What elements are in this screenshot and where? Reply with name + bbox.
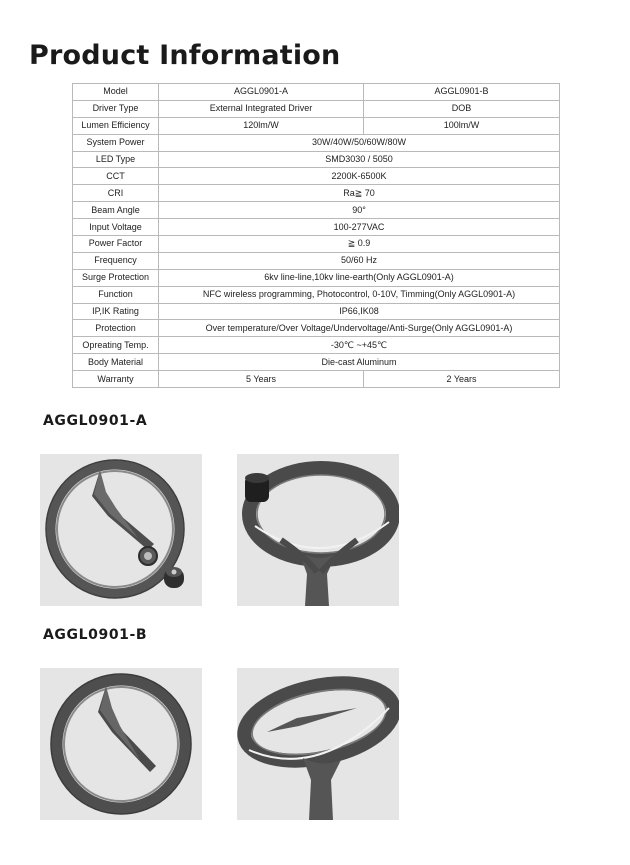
spec-label: Opreating Temp. <box>73 337 159 354</box>
spec-row <box>73 236 560 253</box>
spec-value-a: 5 Years <box>159 371 364 388</box>
spec-row <box>73 219 560 236</box>
spec-value: Ra≧ 70 <box>159 185 560 202</box>
spec-row <box>73 286 560 303</box>
spec-label: CCT <box>73 168 159 185</box>
spec-label: LED Type <box>73 151 159 168</box>
spec-value-b: AGGL0901-B <box>364 84 560 101</box>
spec-row <box>73 252 560 269</box>
spec-value-b: 2 Years <box>364 371 560 388</box>
spec-label: Frequency <box>73 252 159 269</box>
page-title: Product Information <box>29 40 341 71</box>
spec-value: -30℃ ~+45℃ <box>159 337 560 354</box>
spec-row <box>73 337 560 354</box>
spec-row <box>73 117 560 134</box>
spec-value: 50/60 Hz <box>159 252 560 269</box>
spec-value: 6kv line-line,10kv line-earth(Only AGGL0901-A) <box>159 269 560 286</box>
spec-label: Lumen Efficiency <box>73 117 159 134</box>
spec-label: Surge Protection <box>73 269 159 286</box>
spec-value: ≧ 0.9 <box>159 236 560 253</box>
spec-label: CRI <box>73 185 159 202</box>
section-title-b: AGGL0901-B <box>43 627 148 643</box>
spec-row <box>73 303 560 320</box>
spec-value-a: External Integrated Driver <box>159 100 364 117</box>
spec-value: NFC wireless programming, Photocontrol, 0-10V, Timming(Only AGGL0901-A) <box>159 286 560 303</box>
spec-value-b: DOB <box>364 100 560 117</box>
spec-label: Warranty <box>73 371 159 388</box>
spec-row <box>73 371 560 388</box>
spec-label: Power Factor <box>73 236 159 253</box>
spec-value: 30W/40W/50/60W/80W <box>159 134 560 151</box>
spec-label: Model <box>73 84 159 101</box>
spec-value: Over temperature/Over Voltage/Undervoltage/Anti-Surge(Only AGGL0901-A) <box>159 320 560 337</box>
spec-value: SMD3030 / 5050 <box>159 151 560 168</box>
section-title-a: AGGL0901-A <box>43 413 148 429</box>
spec-value: 2200K-6500K <box>159 168 560 185</box>
spec-value-a: 120lm/W <box>159 117 364 134</box>
spec-label: Protection <box>73 320 159 337</box>
spec-table-body <box>73 84 560 388</box>
spec-row <box>73 185 560 202</box>
spec-value-b: 100lm/W <box>364 117 560 134</box>
spec-value: Die-cast Aluminum <box>159 354 560 371</box>
spec-row <box>73 84 560 101</box>
spec-label: Input Voltage <box>73 219 159 236</box>
photo-a-perspective <box>237 454 399 606</box>
spec-row <box>73 354 560 371</box>
spec-row <box>73 100 560 117</box>
spec-label: System Power <box>73 134 159 151</box>
spec-row <box>73 320 560 337</box>
spec-table <box>72 83 560 388</box>
spec-value: 100-277VAC <box>159 219 560 236</box>
photo-b-perspective <box>237 668 399 820</box>
spec-value: 90° <box>159 202 560 219</box>
photo-a-front <box>40 454 202 606</box>
spec-label: Driver Type <box>73 100 159 117</box>
spec-label: Function <box>73 286 159 303</box>
spec-row <box>73 168 560 185</box>
spec-label: Body Material <box>73 354 159 371</box>
spec-row <box>73 134 560 151</box>
spec-row <box>73 269 560 286</box>
photo-b-front <box>40 668 202 820</box>
spec-value-a: AGGL0901-A <box>159 84 364 101</box>
spec-label: IP,IK Rating <box>73 303 159 320</box>
spec-value: IP66,IK08 <box>159 303 560 320</box>
spec-row <box>73 151 560 168</box>
spec-row <box>73 202 560 219</box>
spec-label: Beam Angle <box>73 202 159 219</box>
